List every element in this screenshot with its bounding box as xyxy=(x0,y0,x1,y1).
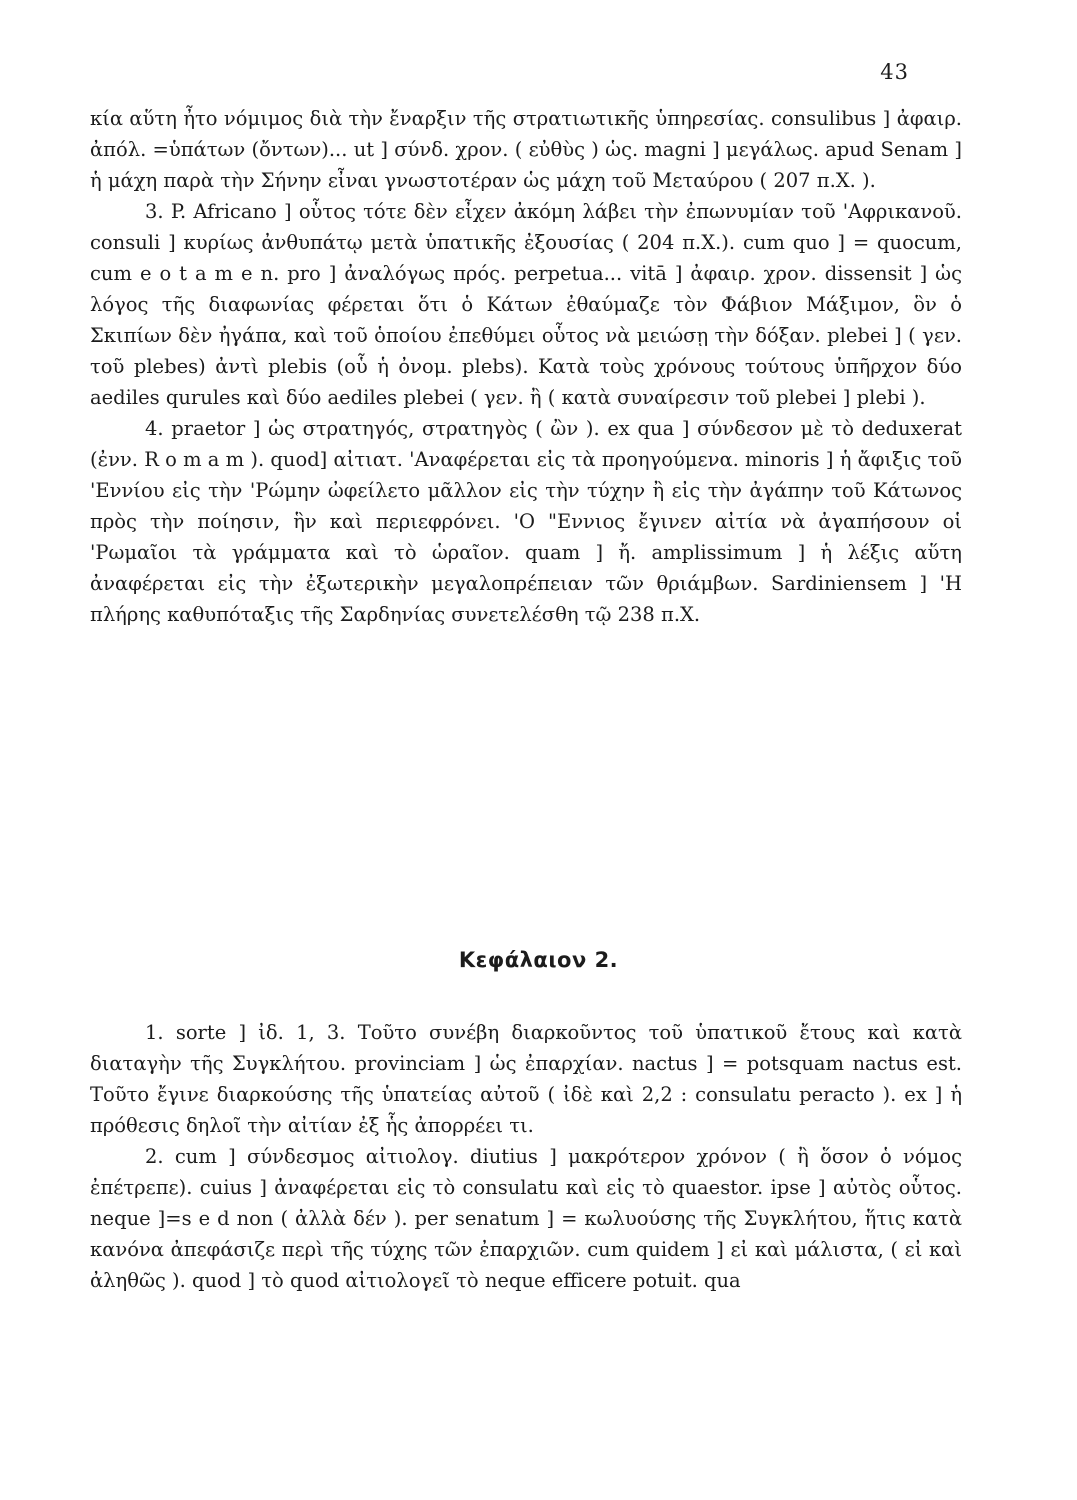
paragraph-continuation: κία αὕτη ἦτο νόμιμος διὰ τὴν ἔναρξιν τῆς στρατιωτικῆς ὑπηρεσίας. consulibus ] ἀφαιρ. ἀπόλ. =ὑπάτων (ὄντων)... ut ] σύνδ. χρον. ( εὐθὺς ) ὡς. magni ] μεγάλως. apud Senam ] ἡ μάχη παρὰ τὴν Σήνην εἶναι γνωστοτέραν ὡς μάχη τοῦ Μεταύρου ( 207 π.Χ. ). xyxy=(90,107,962,192)
commentary-top-section xyxy=(90,103,962,630)
paragraph-note-1: 1. sorte ] ἰδ. 1, 3. Τοῦτο συνέβη διαρκοῦντος τοῦ ὑπατικοῦ ἔτους καὶ κατὰ διαταγὴν τῆς Συγκλήτου. provinciam ] ὡς ἐπαρχίαν. nactus ] = potsquam nactus est. Τοῦτο ἔγινε διαρκούσης τῆς ὑπατείας αὐτοῦ ( ἰδὲ καὶ 2,2 : consulatu peracto ). ex ] ἡ πρόθεσις δηλοῖ τὴν αἰτίαν ἐξ ἧς ἀπορρέει τι. xyxy=(90,1021,962,1137)
commentary-bottom-section xyxy=(90,1017,962,1296)
paragraph-note-4: 4. praetor ] ὡς στρατηγός, στρατηγὸς ( ὢν ). ex qua ] σύνδεσον μὲ τὸ deduxerat (ἐνν. R o m a m ). quod] αἰτιατ. 'Αναφέρεται εἰς τὰ προηγούμενα. minoris ] ἡ ἄφιξις τοῦ 'Εννίου εἰς τὴν 'Ρώμην ὠφείλετο μᾶλλον εἰς τὴν τύχην ἢ εἰς τὴν ἀγάπην τοῦ Κάτωνος πρὸς τὴν ποίησιν, ἣν καὶ περιεφρόνει. 'Ο "Εννιος ἔγινεν αἰτία νὰ ἀγαπήσουν οἱ 'Ρωμαῖοι τὰ γράμματα καὶ τὸ ὡραῖον. quam ] ἤ. amplissimum ] ἡ λέξις αὕτη ἀναφέρεται εἰς τὴν ἐξωτερικὴν μεγαλοπρέπειαν τῶν θριάμβων. Sardiniensem ] 'Η πλήρης καθυπόταξις τῆς Σαρδηνίας συνετελέσθη τῷ 238 π.Χ. xyxy=(90,417,962,626)
paragraph-note-2: 2. cum ] σύνδεσμος αἰτιολογ. diutius ] μακρότερον χρόνον ( ἢ ὅσον ὁ νόμος ἐπέτρεπε). cuius ] ἀναφέρεται εἰς τὸ consulatu καὶ εἰς τὸ quaestor. ipse ] αὐτὸς οὗτος. neque ]=s e d non ( ἀλλὰ δέν ). per senatum ] = κωλυούσης τῆς Συγκλήτου, ἥτις κατὰ κανόνα ἀπεφάσιζε περὶ τῆς τύχης τῶν ἐπαρχιῶν. cum quidem ] εἰ καὶ μάλιστα, ( εἰ καὶ ἀληθῶς ). quod ] τὸ quod αἰτιολογεῖ τὸ neque efficere potuit. qua xyxy=(90,1145,962,1292)
paragraph-note-3: 3. P. Africano ] οὗτος τότε δὲν εἶχεν ἀκόμη λάβει τὴν ἐπωνυμίαν τοῦ 'Αφρικανοῦ. consuli ] κυρίως ἀνθυπάτῳ μετὰ ὑπατικῆς ἐξουσίας ( 204 π.Χ.). cum quo ] = quocum, cum e o t a m e n. pro ] ἀναλόγως πρός. perpetua... vitā ] ἀφαιρ. χρον. dissensit ] ὡς λόγος τῆς διαφωνίας φέρεται ὅτι ὁ Κάτων ἐθαύμαζε τὸν Φάβιον Μάξιμον, ὃν ὁ Σκιπίων δὲν ἠγάπα, καὶ τοῦ ὁποίου ἐπεθύμει οὗτος νὰ μειώσῃ τὴν δόξαν. plebei ] ( γεν. τοῦ plebes) ἀντὶ plebis (οὗ ἡ ὀνομ. plebs). Κατὰ τοὺς χρόνους τούτους ὑπῆρχον δύο aediles qurules καὶ δύο aediles plebei ( γεν. ἢ ( κατὰ συναίρεσιν τοῦ plebei ] plebi ). xyxy=(90,200,962,409)
page-number: 43 xyxy=(880,60,909,84)
chapter-heading: Κεφάλαιον 2. xyxy=(458,948,619,972)
